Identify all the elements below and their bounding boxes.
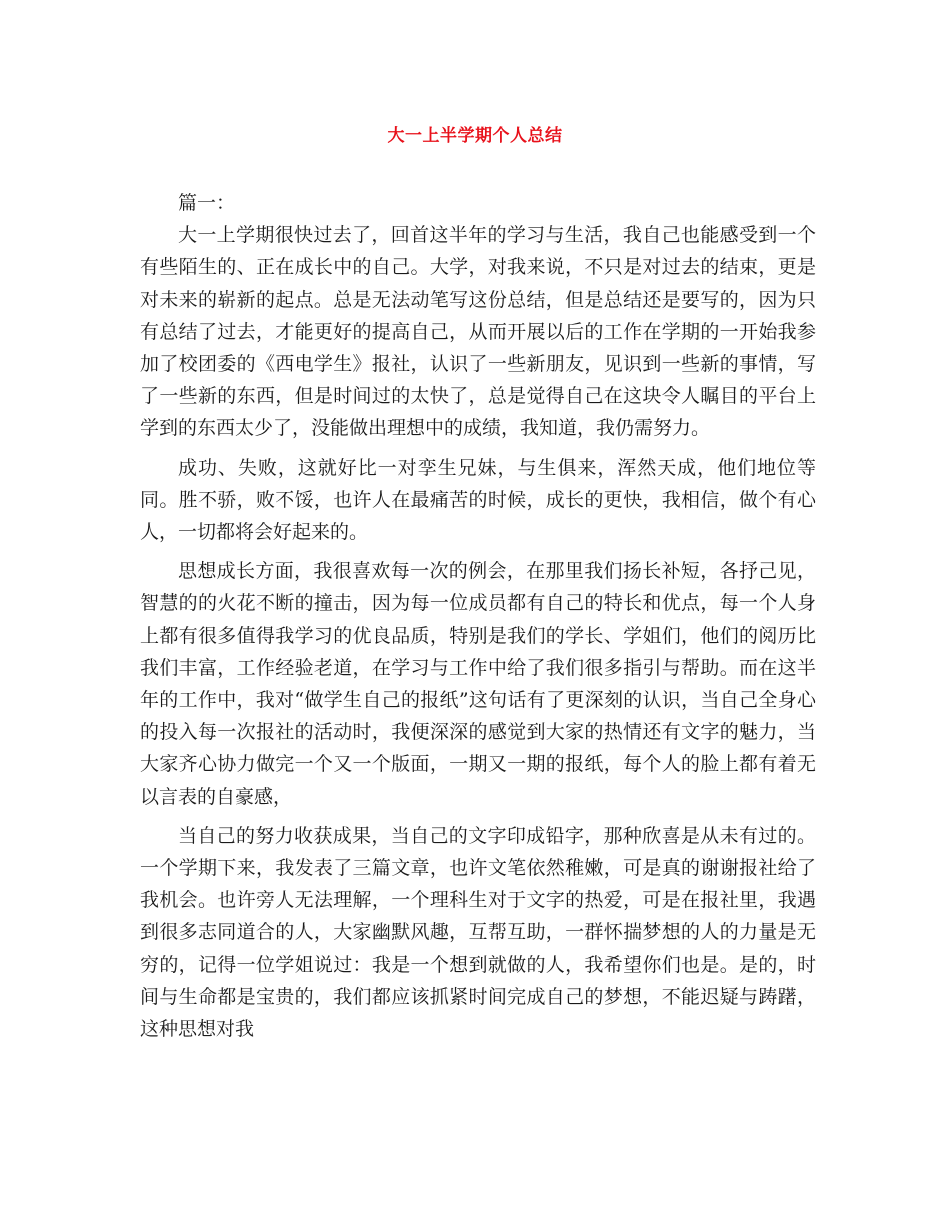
paragraph-2: 成功、失败，这就好比一对孪生兄妹，与生俱来，浑然天成，他们地位等同。胜不骄，败不馁，也许人在最痛苦的时候，成长的更快，我相信，做个有心人，一切都将会好起来的。 (140, 456, 816, 544)
paragraph-4: 当自己的努力收获成果，当自己的文字印成铅字，那种欣喜是从未有过的。一个学期下来，我发表了三篇文章，也许文笔依然稚嫩，可是真的谢谢报社给了我机会。也许旁人无法理解，一个理科生对于文字的热爱，可是在报社里，我遇到很多志同道合的人，大家幽默风趣，互帮互助，一群怀揣梦想的人的力量是无穷的，记得一位学姐说过：我是一个想到就做的人，我希望你们也是。是的，时间与生命都是宝贵的，我们都应该抓紧时间完成自己的梦想，不能迟疑与踌躇，这种思想对我 (140, 824, 816, 1041)
section-label: 篇一： (178, 192, 236, 214)
document-body (140, 187, 816, 1052)
document-title: 大一上半学期个人总结 (387, 126, 563, 146)
paragraph-3: 思想成长方面，我很喜欢每一次的例会，在那里我们扬长补短，各抒己见，智慧的的火花不断的撞击，因为每一位成员都有自己的特长和优点，每一个人身上都有很多值得我学习的优良品质，特别是我们的学长、学姐们，他们的阅历比我们丰富，工作经验老道，在学习与工作中给了我们很多指引与帮助。而在这半年的工作中，我对“做学生自己的报纸”这句话有了更深刻的认识，当自己全身心的投入每一次报社的活动时，我便深深的感觉到大家的热情还有文字的魅力，当大家齐心协力做完一个又一个版面，一期又一期的报纸，每个人的脸上都有着无以言表的自豪感， (140, 560, 816, 808)
paragraph-1: 大一上学期很快过去了，回首这半年的学习与生活，我自己也能感受到一个有些陌生的、正在成长中的自己。大学，对我来说，不只是对过去的结束，更是对未来的崭新的起点。总是无法动笔写这份总结，但是总结还是要写的，因为只有总结了过去，才能更好的提高自己，从而开展以后的工作在学期的一开始我参加了校团委的《西电学生》报社，认识了一些新朋友，见识到一些新的事情，写了一些新的东西，但是时间过的太快了，总是觉得自己在这块令人瞩目的平台上学到的东西太少了，没能做出理想中的成绩，我知道，我仍需努力。 (140, 224, 816, 440)
